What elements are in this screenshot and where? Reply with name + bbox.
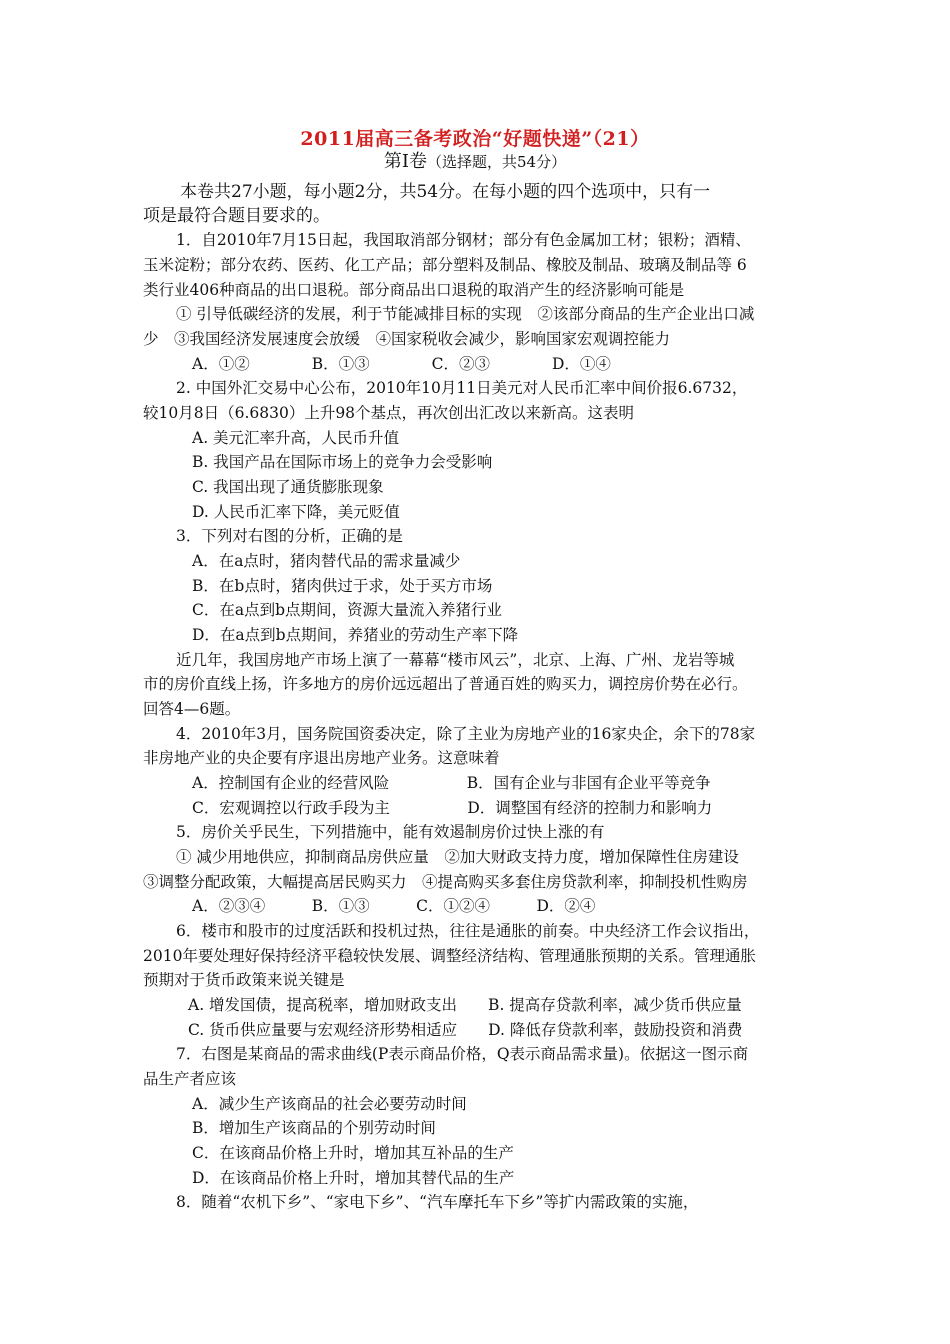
text-line: D. 人民币汇率下降，美元贬值: [192, 503, 400, 521]
text-line: B. 我国产品在国际市场上的竞争力会受影响: [192, 453, 493, 471]
section-note: （选择题，共54分）: [427, 153, 567, 171]
text-line: ① 减少用地供应，抑制商品房供应量 ②加大财政支持力度，增加保障性住房建设: [176, 848, 739, 866]
text-line: ③调整分配政策，大幅提高居民购买力 ④提高购买多套住房贷款利率，抑制投机性购房: [143, 873, 748, 891]
text-line: 预期对于货币政策来说关键是: [143, 971, 345, 989]
text-line: A．控制国有企业的经营风险 B．国有企业与非国有企业平等竞争: [192, 774, 711, 792]
text-line: D．在该商品价格上升时，增加其替代品的生产: [192, 1169, 515, 1187]
text-line: C．宏观调控以行政手段为主 D．调整国有经济的控制力和影响力: [192, 799, 713, 817]
text-line: B．增加生产该商品的个别劳动时间: [192, 1119, 436, 1137]
text-line: 2010年要处理好保持经济平稳较快发展、调整经济结构、管理通胀预期的关系。管理通胀: [143, 947, 756, 965]
text-line: 1．自2010年7月15日起，我国取消部分钢材；部分有色金属加工材；银粉；酒精、: [176, 231, 751, 249]
text-line: 项是最符合题目要求的。: [143, 206, 330, 226]
text-line: B．在b点时，猪肉供过于求，处于买方市场: [192, 577, 493, 595]
text-line: 少 ③我国经济发展速度会放缓 ④国家税收会减少，影响国家宏观调控能力: [143, 330, 671, 348]
text-line: A．①② B．①③ C．②③ D．①④: [192, 355, 611, 373]
text-line: 3．下列对右图的分析，正确的是: [176, 527, 403, 545]
text-line: C．在该商品价格上升时，增加其互补品的生产: [192, 1144, 514, 1162]
section-heading: [0, 150, 950, 174]
text-line: 近几年，我国房地产市场上演了一幕幕“楼市风云”，北京、上海、广州、龙岩等城: [176, 651, 735, 669]
text-line: ① 引导低碳经济的发展，利于节能减排目标的实现 ②该部分商品的生产企业出口减: [176, 305, 755, 323]
text-line: 5．房价关乎民生，下列措施中，能有效遏制房价过快上涨的有: [176, 823, 605, 841]
text-line: 玉米淀粉；部分农药、医药、化工产品；部分塑料及制品、橡胶及制品、玻璃及制品等 6: [143, 256, 747, 274]
text-line: C. 我国出现了通货膨胀现象: [192, 478, 384, 496]
text-line: 8．随着“农机下乡”、“家电下乡”、“汽车摩托车下乡”等扩内需政策的实施，: [176, 1193, 699, 1211]
text-line: A．在a点时，猪肉替代品的需求量减少: [192, 552, 461, 570]
text-line: A．减少生产该商品的社会必要劳动时间: [192, 1095, 467, 1113]
text-line: 7．右图是某商品的需求曲线(P表示商品价格，Q表示商品需求量)。依据这一图示商: [176, 1045, 749, 1063]
text-line: 6．楼市和股市的过度活跃和投机过热，往往是通胀的前奏。中央经济工作会议指出，: [176, 922, 760, 940]
text-line: 市的房价直线上扬，许多地方的房价远远超出了普通百姓的购买力，调控房价势在必行。: [143, 675, 748, 693]
text-line: D．在a点到b点期间，养猪业的劳动生产率下降: [192, 626, 519, 644]
text-line: 回答4—6题。: [143, 700, 241, 718]
text-line: 本卷共27小题，每小题2分，共54分。在每小题的四个选项中，只有一: [180, 182, 711, 202]
text-line: 4．2010年3月，国务院国资委决定，除了主业为房地产业的16家央企，余下的78家: [176, 725, 756, 743]
section-main: 第Ⅰ卷: [383, 151, 428, 172]
text-line: A. 增发国债，提高税率，增加财政支出 B. 提高存贷款利率，减少货币供应量: [188, 996, 742, 1014]
text-line: 较10月8日（6.6830）上升98个基点，再次创出汇改以来新高。这表明: [143, 404, 635, 422]
text-line: 品生产者应该: [143, 1070, 237, 1088]
text-line: 类行业406种商品的出口退税。部分商品出口退税的取消产生的经济影响可能是: [143, 281, 685, 299]
text-line: C．在a点到b点期间，资源大量流入养猪行业: [192, 601, 503, 619]
text-line: A. 美元汇率升高，人民币升值: [192, 429, 400, 447]
text-line: 2. 中国外汇交易中心公布，2010年10月11日美元对人民币汇率中间价报6.6732，: [176, 379, 748, 397]
text-line: C. 货币供应量要与宏观经济形势相适应 D. 降低存贷款利率，鼓励投资和消费: [188, 1021, 743, 1039]
text-line: 非房地产业的央企要有序退出房地产业务。这意味着: [143, 749, 500, 767]
document-title: 2011届高三备考政治“好题快递”（21）: [300, 128, 650, 150]
text-line: A．②③④ B．①③ C．①②④ D．②④: [192, 897, 596, 915]
